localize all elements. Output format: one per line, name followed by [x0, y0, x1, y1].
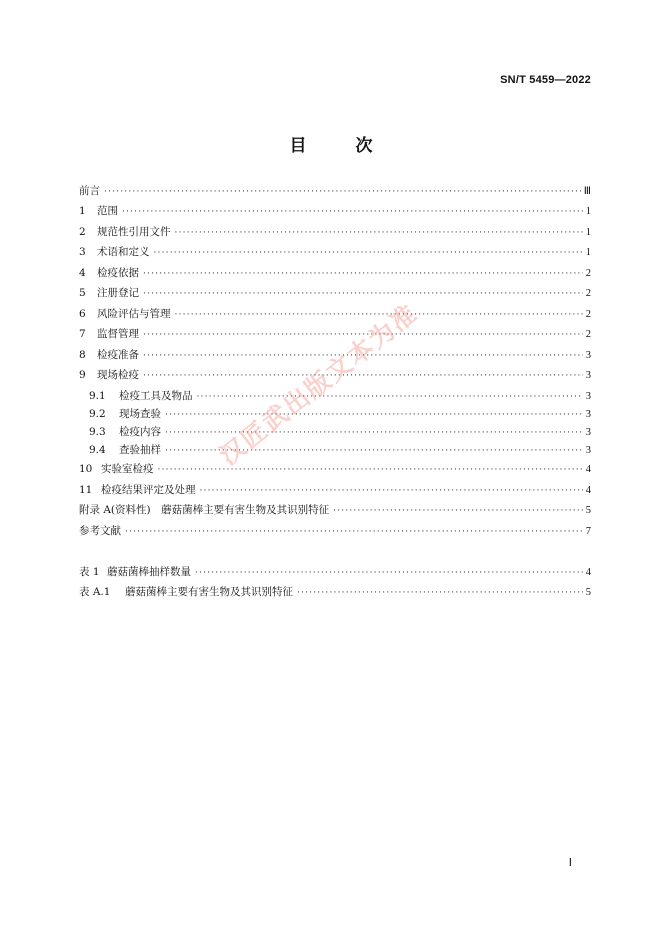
toc-row-4[interactable] — [79, 265, 591, 281]
toc-page: 2 — [585, 329, 591, 340]
toc-title-char-2: 次 — [355, 136, 373, 156]
table-list-row-a1[interactable] — [79, 584, 591, 600]
watermark: 汉匠武出版文本为准 — [213, 298, 424, 471]
table-page: 5 — [585, 587, 591, 598]
toc-label: 实验室检疫 — [101, 463, 154, 475]
toc-row-10[interactable] — [79, 461, 591, 477]
toc-page: 3 — [585, 409, 591, 420]
table-num: 表 A.1 — [79, 586, 111, 598]
toc-label: 检疫结果评定及处理 — [101, 484, 196, 496]
toc-num: 1 — [79, 205, 86, 217]
toc-page: 4 — [585, 464, 591, 475]
table-num: 表 1 — [79, 566, 100, 578]
toc-title — [0, 131, 662, 156]
toc-num: 9.1 — [89, 390, 106, 402]
leader-dots — [175, 225, 583, 241]
leader-dots — [297, 585, 583, 601]
leader-dots — [200, 483, 583, 499]
toc-num: 9.2 — [89, 408, 106, 420]
toc-num: 10 — [79, 463, 93, 475]
toc-page: 3 — [585, 427, 591, 438]
toc-page: 4 — [585, 485, 591, 496]
toc-num: 3 — [79, 246, 86, 258]
toc-row-9-1[interactable] — [89, 388, 591, 404]
toc-label: 注册登记 — [97, 287, 139, 299]
toc-label: 范围 — [97, 205, 118, 217]
table-label: 蘑菇菌棒抽样数量 — [107, 566, 191, 578]
toc-row-annex-a[interactable] — [79, 502, 591, 518]
toc-label: 监督管理 — [97, 328, 139, 340]
toc-page: 1 — [585, 206, 591, 217]
toc-row-references[interactable] — [79, 523, 591, 539]
leader-dots — [125, 524, 583, 540]
leader-dots — [195, 565, 583, 581]
toc-title-char-1: 目 — [289, 136, 307, 156]
toc-label: 参考文献 — [79, 525, 121, 537]
toc-page: 2 — [585, 268, 591, 279]
leader-dots — [143, 286, 583, 302]
toc-page: 7 — [585, 526, 591, 537]
page-number: Ⅰ — [568, 857, 572, 869]
toc-row-1[interactable] — [79, 203, 591, 219]
toc-page: 3 — [585, 391, 591, 402]
leader-dots — [143, 266, 583, 282]
toc-row-11[interactable] — [79, 482, 591, 498]
toc-page: 1 — [585, 247, 591, 258]
leader-dots — [122, 204, 583, 220]
toc-label: 现场查验 — [119, 408, 161, 420]
toc-num: 6 — [79, 308, 86, 320]
leader-dots — [165, 407, 583, 423]
toc-label: 术语和定义 — [97, 246, 150, 258]
toc-label: 查验抽样 — [119, 444, 161, 456]
toc-page: 5 — [585, 505, 591, 516]
toc-num: 5 — [79, 287, 86, 299]
toc-page: 3 — [585, 445, 591, 456]
toc-num: 9 — [79, 369, 86, 381]
toc-row-7[interactable] — [79, 326, 591, 342]
document-code: SN/T 5459—2022 — [500, 74, 591, 86]
toc-page: 3 — [585, 370, 591, 381]
leader-dots — [158, 462, 583, 478]
toc-row-5[interactable] — [79, 285, 591, 301]
toc-row-3[interactable] — [79, 244, 591, 260]
toc-label: 规范性引用文件 — [97, 226, 171, 238]
toc-num: 9.3 — [89, 426, 106, 438]
toc-num: 4 — [79, 267, 86, 279]
toc-label: 检疫准备 — [97, 349, 139, 361]
toc-label: 风险评估与管理 — [97, 308, 171, 320]
toc-label: 检疫依据 — [97, 267, 139, 279]
table-label: 蘑菇菌棒主要有害生物及其识别特征 — [125, 586, 293, 598]
toc-row-6[interactable] — [79, 306, 591, 322]
table-page: 4 — [585, 567, 591, 578]
toc-page: 2 — [585, 288, 591, 299]
leader-dots — [333, 503, 583, 519]
toc-num: 7 — [79, 328, 86, 340]
toc-row-9-2[interactable] — [89, 406, 591, 422]
toc-num: 2 — [79, 226, 86, 238]
toc-row-2[interactable] — [79, 224, 591, 240]
toc-label: 检疫内容 — [119, 426, 161, 438]
toc-label: (资料性) 蘑菇菌棒主要有害生物及其识别特征 — [110, 504, 330, 516]
toc-label: 检疫工具及物品 — [119, 390, 193, 402]
toc-row-9-4[interactable] — [89, 442, 591, 458]
leader-dots — [154, 245, 583, 261]
toc-page: 3 — [585, 350, 591, 361]
toc-label: 前言 — [79, 185, 100, 197]
toc-row-9-3[interactable] — [89, 424, 591, 440]
toc-page: 2 — [585, 309, 591, 320]
leader-dots — [197, 389, 583, 405]
toc-num: 11 — [79, 484, 93, 496]
toc-page: Ⅲ — [583, 186, 591, 197]
toc-num: 8 — [79, 349, 86, 361]
toc-page: 1 — [585, 227, 591, 238]
toc-label: 现场检疫 — [97, 369, 139, 381]
toc-num: 附录 A — [79, 504, 111, 516]
table-list-row-1[interactable] — [79, 564, 591, 580]
leader-dots — [104, 184, 581, 200]
toc-num: 9.4 — [89, 444, 106, 456]
toc-row-foreword[interactable] — [79, 183, 591, 199]
